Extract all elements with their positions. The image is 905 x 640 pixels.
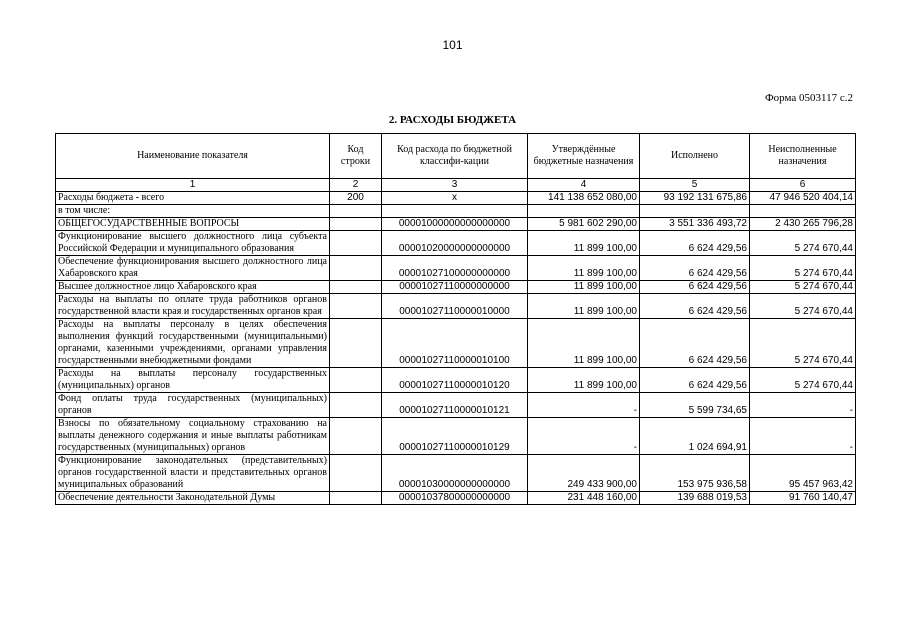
- row-line-code: [330, 218, 382, 231]
- row-expense-code: 00001027110000010129: [382, 418, 528, 455]
- row-executed: 6 624 429,56: [640, 294, 750, 319]
- row-expense-code: x: [382, 192, 528, 205]
- column-number: 6: [750, 179, 856, 192]
- table-row: [56, 319, 856, 368]
- row-executed: 139 688 019,53: [640, 492, 750, 505]
- row-name: в том числе:: [56, 205, 330, 218]
- row-approved: 11 899 100,00: [528, 281, 640, 294]
- row-approved: 11 899 100,00: [528, 231, 640, 256]
- row-approved: 11 899 100,00: [528, 294, 640, 319]
- row-approved: 5 981 602 290,00: [528, 218, 640, 231]
- row-unexecuted: 5 274 670,44: [750, 231, 856, 256]
- row-unexecuted: [750, 205, 856, 218]
- row-executed: 6 624 429,56: [640, 256, 750, 281]
- table-row: [56, 205, 856, 218]
- row-expense-code: [382, 205, 528, 218]
- header-expense-code: Код расхода по бюджетной классифи-кации: [382, 134, 528, 179]
- row-expense-code: 00001027110000010120: [382, 368, 528, 393]
- table-row: [56, 192, 856, 205]
- row-unexecuted: 5 274 670,44: [750, 281, 856, 294]
- row-executed: 3 551 336 493,72: [640, 218, 750, 231]
- row-approved: 11 899 100,00: [528, 319, 640, 368]
- table-row: [56, 294, 856, 319]
- row-expense-code: 00001027110000000000: [382, 281, 528, 294]
- row-executed: 6 624 429,56: [640, 281, 750, 294]
- row-name: Обеспечение функционирования высшего должностного лица Хабаровского края: [56, 256, 330, 281]
- table-row: [56, 455, 856, 492]
- row-approved: 11 899 100,00: [528, 256, 640, 281]
- row-unexecuted: 47 946 520 404,14: [750, 192, 856, 205]
- row-unexecuted: 95 457 963,42: [750, 455, 856, 492]
- row-line-code: [330, 455, 382, 492]
- row-approved: [528, 205, 640, 218]
- table-row: [56, 492, 856, 505]
- row-expense-code: 00001030000000000000: [382, 455, 528, 492]
- row-unexecuted: 5 274 670,44: [750, 319, 856, 368]
- row-executed: [640, 205, 750, 218]
- row-name: Расходы на выплаты по оплате труда работников органов государственной власти края и государственных органов края: [56, 294, 330, 319]
- row-executed: 6 624 429,56: [640, 231, 750, 256]
- row-line-code: [330, 281, 382, 294]
- row-executed: 153 975 936,58: [640, 455, 750, 492]
- row-line-code: [330, 492, 382, 505]
- header-row: [56, 134, 856, 179]
- row-expense-code: 00001027110000010000: [382, 294, 528, 319]
- column-number: 1: [56, 179, 330, 192]
- column-number: 2: [330, 179, 382, 192]
- row-approved: 231 448 160,00: [528, 492, 640, 505]
- row-name: Обеспечение деятельности Законодательной Думы: [56, 492, 330, 505]
- expenses-table: [55, 133, 856, 505]
- row-line-code: [330, 205, 382, 218]
- row-name: Расходы на выплаты персоналу государственных (муниципальных) органов: [56, 368, 330, 393]
- row-unexecuted: -: [750, 418, 856, 455]
- column-number: 4: [528, 179, 640, 192]
- table-row: [56, 418, 856, 455]
- row-expense-code: 00001027100000000000: [382, 256, 528, 281]
- column-number-row: [56, 179, 856, 192]
- row-executed: 1 024 694,91: [640, 418, 750, 455]
- row-expense-code: 00001000000000000000: [382, 218, 528, 231]
- header-unexecuted: Неисполненные назначения: [750, 134, 856, 179]
- row-name: Расходы бюджета - всего: [56, 192, 330, 205]
- row-name: Фонд оплаты труда государственных (муниципальных) органов: [56, 393, 330, 418]
- table-row: [56, 281, 856, 294]
- row-unexecuted: 91 760 140,47: [750, 492, 856, 505]
- row-unexecuted: 5 274 670,44: [750, 368, 856, 393]
- row-line-code: 200: [330, 192, 382, 205]
- row-line-code: [330, 368, 382, 393]
- column-number: 5: [640, 179, 750, 192]
- row-line-code: [330, 294, 382, 319]
- page-number: 101: [442, 38, 463, 52]
- row-line-code: [330, 393, 382, 418]
- header-line-code: Код строки: [330, 134, 382, 179]
- row-line-code: [330, 319, 382, 368]
- row-executed: 5 599 734,65: [640, 393, 750, 418]
- row-executed: 6 624 429,56: [640, 368, 750, 393]
- header-approved: Утверждённые бюджетные назначения: [528, 134, 640, 179]
- row-expense-code: 00001027110000010100: [382, 319, 528, 368]
- table-row: [56, 368, 856, 393]
- row-name: Взносы по обязательному социальному страхованию на выплаты денежного содержания и иные выплаты работникам государственных (муниципальных) органов: [56, 418, 330, 455]
- row-line-code: [330, 231, 382, 256]
- row-approved: 141 138 652 080,00: [528, 192, 640, 205]
- row-unexecuted: -: [750, 393, 856, 418]
- row-approved: -: [528, 418, 640, 455]
- row-name: ОБЩЕГОСУДАРСТВЕННЫЕ ВОПРОСЫ: [56, 218, 330, 231]
- section-title: 2. РАСХОДЫ БЮДЖЕТА: [388, 114, 517, 126]
- row-line-code: [330, 256, 382, 281]
- row-name: Расходы на выплаты персоналу в целях обеспечения выполнения функций государственными (муниципальными) органами, казенными учреждениями, органами управления государственными внебюджетными фондами: [56, 319, 330, 368]
- table-header: [56, 134, 856, 192]
- row-expense-code: 00001027110000010121: [382, 393, 528, 418]
- table-row: [56, 231, 856, 256]
- row-unexecuted: 2 430 265 796,28: [750, 218, 856, 231]
- row-name: Высшее должностное лицо Хабаровского края: [56, 281, 330, 294]
- header-executed: Исполнено: [640, 134, 750, 179]
- row-unexecuted: 5 274 670,44: [750, 294, 856, 319]
- table-row: [56, 256, 856, 281]
- row-executed: 93 192 131 675,86: [640, 192, 750, 205]
- column-number: 3: [382, 179, 528, 192]
- table-row: [56, 218, 856, 231]
- row-unexecuted: 5 274 670,44: [750, 256, 856, 281]
- row-expense-code: 00001020000000000000: [382, 231, 528, 256]
- table-row: [56, 393, 856, 418]
- header-name: Наименование показателя: [56, 134, 330, 179]
- row-executed: 6 624 429,56: [640, 319, 750, 368]
- table-body: [56, 192, 856, 505]
- row-approved: 249 433 900,00: [528, 455, 640, 492]
- row-name: Функционирование высшего должностного лица субъекта Российской Федерации и муниципального образования: [56, 231, 330, 256]
- row-expense-code: 00001037800000000000: [382, 492, 528, 505]
- row-line-code: [330, 418, 382, 455]
- row-approved: 11 899 100,00: [528, 368, 640, 393]
- row-name: Функционирование законодательных (представительных) органов государственной власти и представительных органов муниципальных образований: [56, 455, 330, 492]
- row-approved: -: [528, 393, 640, 418]
- form-label: Форма 0503117 с.2: [764, 92, 853, 104]
